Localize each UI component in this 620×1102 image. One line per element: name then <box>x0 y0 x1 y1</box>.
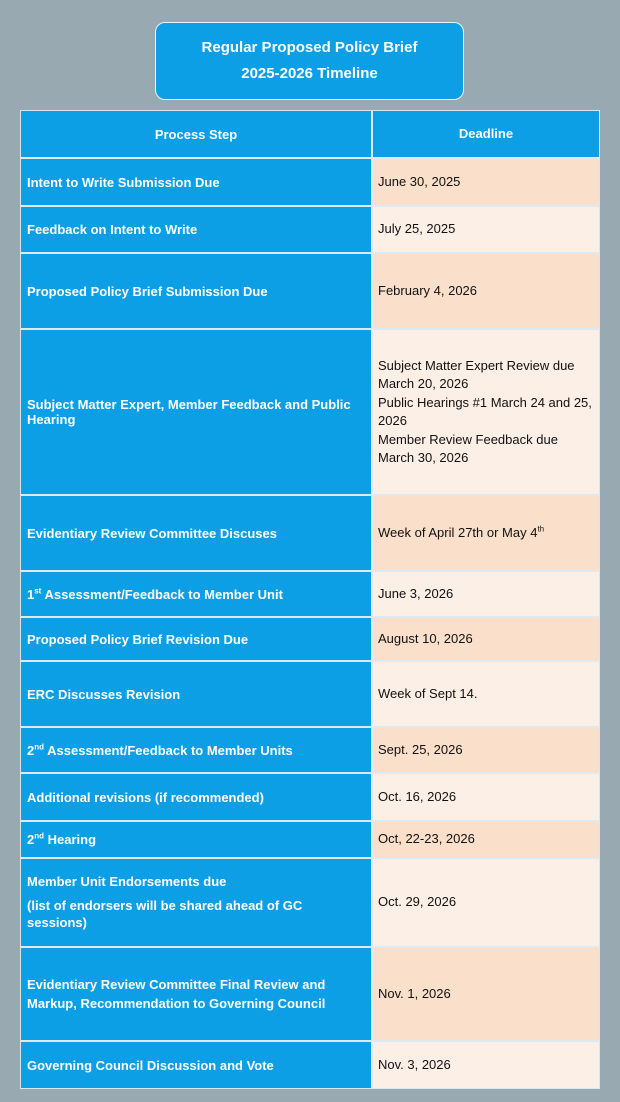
step-cell: Evidentiary Review Committee Final Review and Markup, Recommendation to Governing Council <box>21 948 373 1040</box>
step-num: 2 <box>27 742 35 758</box>
deadline-cell: Week of Sept 14. <box>373 662 599 726</box>
deadline-cell: Oct, 22-23, 2026 <box>373 822 599 857</box>
deadline-line: Subject Matter Expert Review due March 20, 2026 <box>378 357 575 391</box>
table-row <box>21 496 599 572</box>
table-header-row <box>21 111 599 159</box>
step-cell: Feedback on Intent to Write <box>21 207 373 252</box>
timeline-table <box>20 110 600 1089</box>
table-row <box>21 859 599 948</box>
deadline-cell: Nov. 1, 2026 <box>373 948 599 1040</box>
header-deadline: Deadline <box>373 111 599 157</box>
table-row <box>21 330 599 496</box>
step-note: (list of endorsers will be shared ahead of GC sessions) <box>27 898 303 930</box>
deadline-cell: June 30, 2025 <box>373 159 599 205</box>
step-cell: Governing Council Discussion and Vote <box>21 1042 373 1088</box>
deadline-cell: Nov. 3, 2026 <box>373 1042 599 1088</box>
title-line-2: 2025-2026 Timeline <box>241 65 378 82</box>
title-box <box>155 22 464 100</box>
step-cell: Additional revisions (if recommended) <box>21 774 373 820</box>
step-cell <box>21 572 373 616</box>
table-row <box>21 728 599 774</box>
deadline-cell: June 3, 2026 <box>373 572 599 616</box>
step-sup: st <box>34 586 42 596</box>
step-cell: Evidentiary Review Committee Discuses <box>21 496 373 570</box>
step-cell <box>21 822 373 857</box>
step-cell <box>21 728 373 772</box>
deadline-line: Public Hearings #1 March 24 and 25, 2026 <box>378 394 592 428</box>
step-cell: ERC Discusses Revision <box>21 662 373 726</box>
step-num: 2 <box>27 832 35 847</box>
table-row <box>21 207 599 254</box>
step-cell: Proposed Policy Brief Revision Due <box>21 618 373 660</box>
deadline-cell: February 4, 2026 <box>373 254 599 328</box>
title-line-1: Regular Proposed Policy Brief <box>201 39 418 56</box>
table-row <box>21 948 599 1042</box>
step-cell: Intent to Write Submission Due <box>21 159 373 205</box>
deadline-cell: Sept. 25, 2026 <box>373 728 599 772</box>
deadline-cell: Oct. 29, 2026 <box>373 859 599 946</box>
step-rest: Assessment/Feedback to Member Units <box>44 742 293 758</box>
table-row <box>21 572 599 618</box>
table-row <box>21 1042 599 1088</box>
table-row <box>21 774 599 822</box>
deadline-cell <box>373 496 599 570</box>
table-row <box>21 159 599 207</box>
table-row <box>21 618 599 662</box>
deadline-cell: Oct. 16, 2026 <box>373 774 599 820</box>
step-num: 1 <box>27 586 35 602</box>
step-text: Member Unit Endorsements due <box>27 874 227 889</box>
step-rest: Hearing <box>44 832 97 847</box>
step-cell: Subject Matter Expert, Member Feedback and Public Hearing <box>21 330 373 494</box>
step-rest: Assessment/Feedback to Member Unit <box>41 586 283 602</box>
table-row <box>21 254 599 330</box>
step-sup: nd <box>34 742 45 752</box>
step-cell: Proposed Policy Brief Submission Due <box>21 254 373 328</box>
deadline-cell: August 10, 2026 <box>373 618 599 660</box>
header-process-step: Process Step <box>21 111 373 157</box>
deadline-text: Week of April 27th or May 4 <box>378 524 538 540</box>
deadline-cell <box>373 330 599 494</box>
deadline-cell: July 25, 2025 <box>373 207 599 252</box>
step-cell <box>21 859 373 946</box>
deadline-line: Member Review Feedback due March 30, 2026 <box>378 431 558 465</box>
deadline-sup: th <box>537 524 545 534</box>
table-row <box>21 662 599 728</box>
table-row <box>21 822 599 859</box>
step-sup: nd <box>34 831 45 841</box>
